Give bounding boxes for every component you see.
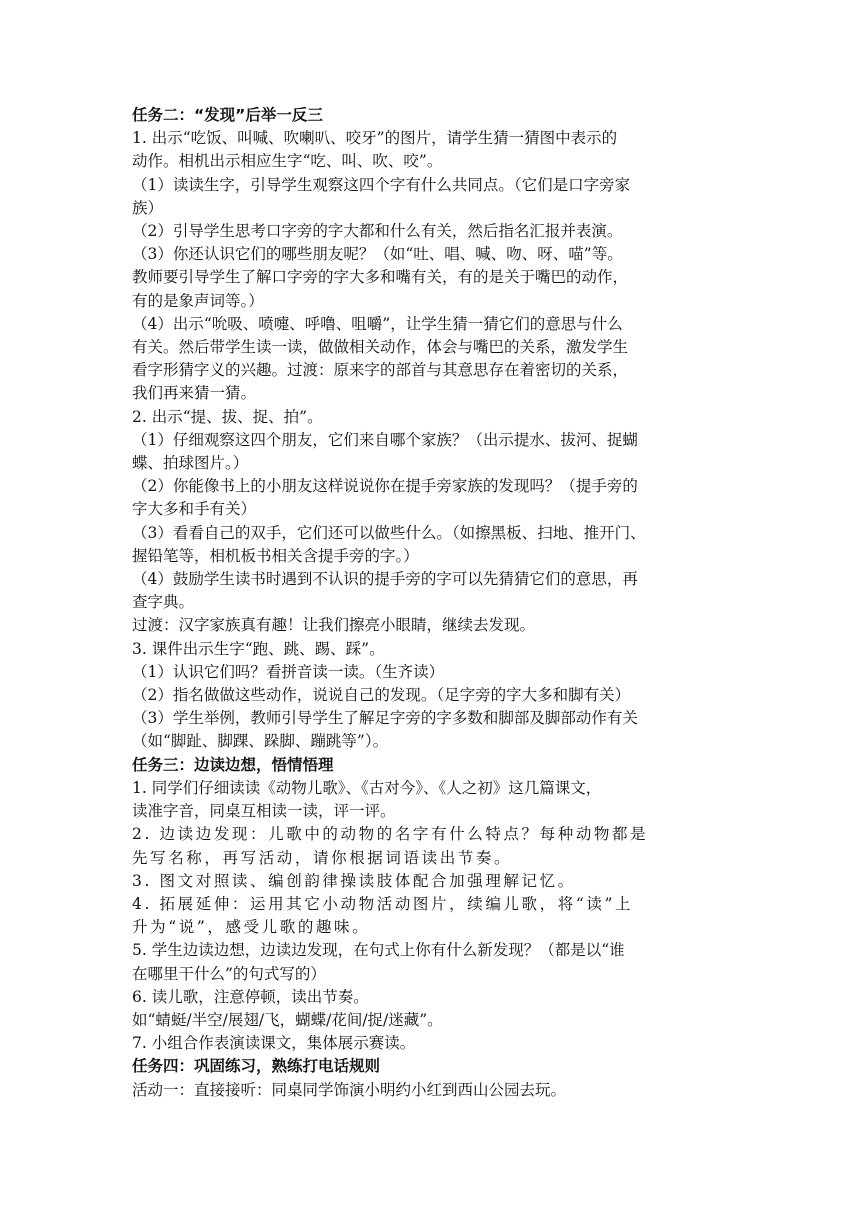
text-line: 读准字音，同桌互相读一读，评一评。 (132, 802, 396, 821)
text-line: （2）引导学生思考口字旁的字大都和什么有关，然后指名汇报并表演。 (132, 222, 623, 241)
text-line: 蝶、拍球图片。） (132, 454, 249, 473)
text-line: 过渡：汉字家族真有趣！让我们擦亮小眼睛，继续去发现。 (132, 616, 536, 635)
text-line: 查字典。 (132, 593, 195, 612)
text-line: （4）出示“吮吸、喷嚏、呼噜、咀嚼”，让学生猜一猜它们的意思与什么 (132, 314, 623, 333)
text-line: （3）学生举例，教师引导学生了解足字旁的字多数和脚部及脚部动作有关 (132, 709, 638, 728)
text-line: 3. 课件出示生字“跑、跳、踢、踩”。 (132, 639, 385, 658)
section-heading-task-4: 任务四：巩固练习，熟练打电话规则 (132, 1057, 381, 1076)
text-line: 活动一：直接接听：同桌同学饰演小明约小红到西山公园去玩。 (132, 1080, 567, 1099)
text-line: 2. 边读边发现：儿歌中的动物的名字有什么特点？每种动物都是 (132, 825, 649, 844)
text-line: 1. 同学们仔细读读《动物儿歌》、《古对今》、《人之初》这几篇课文， (132, 778, 602, 797)
text-line: 我们再来猜一猜。 (132, 384, 257, 403)
text-line: （2）你能像书上的小朋友这样说说你在提手旁家族的发现吗？（提手旁的 (132, 477, 638, 496)
text-line: 看字形猜字义的兴趣。过渡：原来字的部首与其意思存在着密切的关系， (132, 361, 629, 380)
text-line: 教师要引导学生了解口字旁的字大多和嘴有关，有的是关于嘴巴的动作， (132, 268, 629, 287)
text-line: （1）认识它们吗？看拼音读一读。（生齐读） (132, 662, 445, 681)
text-line: 先写名称，再写活动，请你根据词语读出节奏。 (132, 848, 513, 867)
text-line: 有的是象声词等。） (132, 291, 264, 310)
text-line: （如“脚趾、脚踝、跺脚、蹦跳等”）。 (132, 732, 389, 751)
text-line: （1）仔细观察这四个朋友，它们来自哪个家族？（出示提水、拔河、捉蝴 (132, 430, 638, 449)
text-line: 6. 读儿歌，注意停顿，读出节奏。 (132, 987, 369, 1006)
text-line: （3）看看自己的双手，它们还可以做些什么。（如擦黑板、扫地、推开门、 (132, 523, 646, 542)
document-body (132, 104, 732, 1102)
text-line: 有关。然后带学生读一读，做做相关动作，体会与嘴巴的关系，激发学生 (132, 338, 629, 357)
text-line: 1. 出示“吃饭、叫喊、吹喇叭、咬牙”的图片，请学生猜一猜图中表示的 (132, 129, 618, 148)
text-line: 握铅笔等，相机板书相关含提手旁的字。） (132, 546, 419, 565)
text-line: （1）读读生字，引导学生观察这四个字有什么共同点。（它们是口字旁家 (132, 175, 631, 194)
text-line: 3. 图文对照读、编创韵律操读肢体配合加强理解记忆。 (132, 871, 576, 890)
text-line: 如“蜻蜓/半空/展翅/飞，蝴蝶/花间/捉/迷藏”。 (132, 1010, 443, 1029)
text-line: （2）指名做做这些动作，说说自己的发现。（足字旁的字大多和脚有关） (132, 686, 631, 705)
text-line: 动作。相机出示相应生字“吃、叫、吹、咬”。 (132, 152, 443, 171)
text-line: 族） (132, 198, 164, 217)
text-line: 升为“说”，感受儿歌的趣味。 (132, 918, 371, 937)
text-line: 4. 拓展延伸：运用其它小动物活动图片，续编儿歌，将“读”上 (132, 894, 634, 913)
text-line: （3）你还认识它们的哪些朋友呢？（如“吐、唱、喊、吻、呀、喵”等。 (132, 245, 623, 264)
text-line: 7. 小组合作表演读课文，集体展示赛读。 (132, 1034, 416, 1053)
section-heading-task-2: 任务二：“发现”后举一反三 (132, 106, 323, 124)
text-line: 字大多和手有关） (132, 500, 257, 519)
text-line: 在哪里干什么”的句式写的） (132, 964, 326, 983)
text-line: 5. 学生边读边想，边读边发现，在句式上你有什么新发现？（都是以“谁 (132, 941, 625, 960)
text-line: 2. 出示“提、拔、捉、拍”。 (132, 407, 323, 426)
text-line: （4）鼓励学生读书时遇到不认识的提手旁的字可以先猜猜它们的意思，再 (132, 570, 638, 589)
section-heading-task-3: 任务三：边读边想，悟情悟理 (132, 755, 334, 774)
